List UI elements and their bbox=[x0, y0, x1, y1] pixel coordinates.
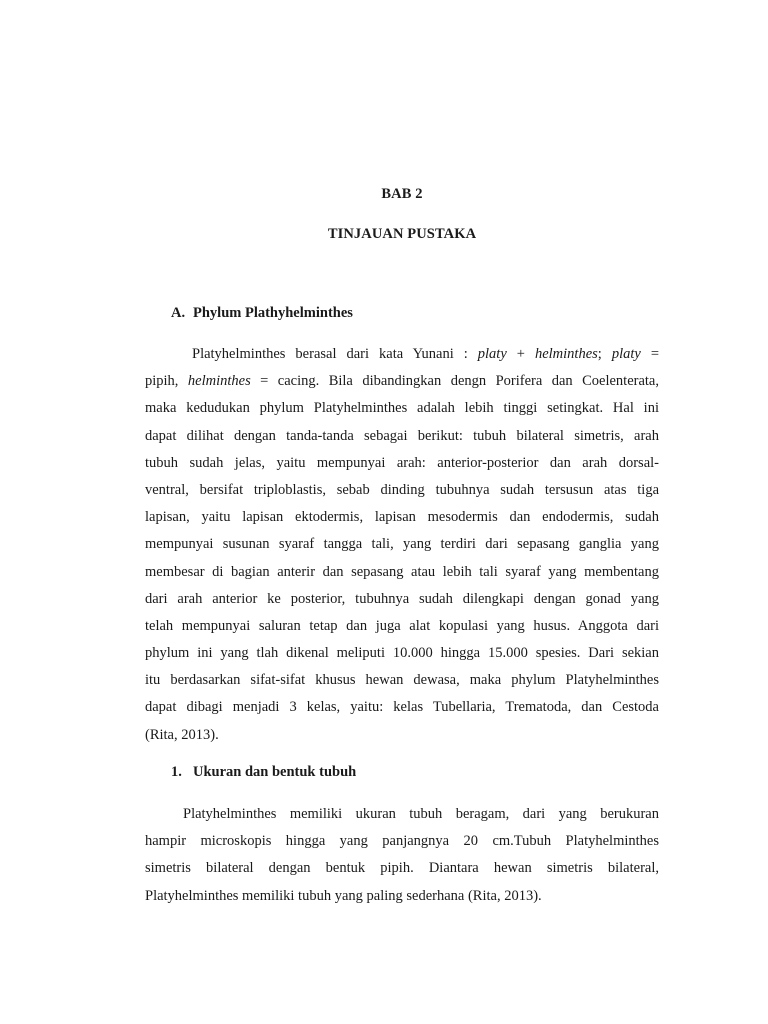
paragraph-line: maka kedudukan phylum Platyhelminthes adalah lebih tinggi setingkat. Hal ini bbox=[145, 400, 659, 417]
paragraph-line: ventral, bersifat triploblastis, sebab dinding tubuhnya sudah tersusun atas tiga bbox=[145, 481, 659, 498]
paragraph-line: membesar di bagian anterir dan sepasang atau lebih tali syaraf yang membentang bbox=[145, 563, 659, 580]
paragraph-line: dari arah anterior ke posterior, tubuhnya sudah dilengkapi dengan gonad yang bbox=[145, 590, 659, 607]
paragraph-line: telah mempunyai saluran tetap dan juga alat kopulasi yang husus. Anggota dari bbox=[145, 617, 659, 634]
section-a-title: Phylum Plathyhelminthes bbox=[193, 305, 353, 321]
paragraph-line: (Rita, 2013). bbox=[145, 726, 219, 743]
paragraph-line: Platyhelminthes memiliki ukuran tubuh beragam, dari yang berukuran bbox=[183, 806, 659, 822]
paragraph-phylum-description bbox=[145, 341, 659, 749]
subsection-1-heading bbox=[171, 764, 356, 781]
subsection-1-marker: 1. bbox=[171, 764, 182, 780]
chapter-title: TINJAUAN PUSTAKA bbox=[327, 226, 477, 242]
paragraph-line: dapat dilihat dengan tanda-tanda sebagai berikut: tubuh bilateral simetris, arah bbox=[145, 427, 659, 444]
paragraph-line: tubuh sudah jelas, yaitu mempunyai arah: anterior-posterior dan arah dorsal- bbox=[145, 454, 659, 471]
paragraph-line: dapat dibagi menjadi 3 kelas, yaitu: kelas Tubellaria, Trematoda, dan Cestoda bbox=[145, 699, 659, 716]
paragraph-body-size bbox=[145, 801, 659, 910]
paragraph-line: Platyhelminthes memiliki tubuh yang paling sederhana (Rita, 2013). bbox=[145, 887, 542, 904]
paragraph-line: mempunyai susunan syaraf tangga tali, yang terdiri dari sepasang ganglia yang bbox=[145, 536, 659, 553]
chapter-number: BAB 2 bbox=[381, 186, 423, 202]
paragraph-line: Platyhelminthes berasal dari kata Yunani : platy + helminthes; platy = bbox=[192, 346, 659, 362]
section-a-heading bbox=[171, 305, 353, 322]
paragraph-line: itu berdasarkan sifat-sifat khusus hewan dewasa, maka phylum Platyhelminthes bbox=[145, 672, 659, 689]
subsection-1-title: Ukuran dan bentuk tubuh bbox=[193, 764, 357, 780]
section-a-marker: A. bbox=[171, 305, 186, 321]
paragraph-line: pipih, helminthes = cacing. Bila dibandingkan dengn Porifera dan Coelenterata, bbox=[145, 373, 659, 390]
paragraph-line: phylum ini yang tlah dikenal meliputi 10.000 hingga 15.000 spesies. Dari sekian bbox=[145, 645, 659, 662]
paragraph-line: lapisan, yaitu lapisan ektodermis, lapisan mesodermis dan endodermis, sudah bbox=[145, 509, 659, 526]
paragraph-line: hampir microskopis hingga yang panjangnya 20 cm.Tubuh Platyhelminthes bbox=[145, 833, 659, 850]
paragraph-line: simetris bilateral dengan bentuk pipih. Diantara hewan simetris bilateral, bbox=[145, 860, 659, 877]
